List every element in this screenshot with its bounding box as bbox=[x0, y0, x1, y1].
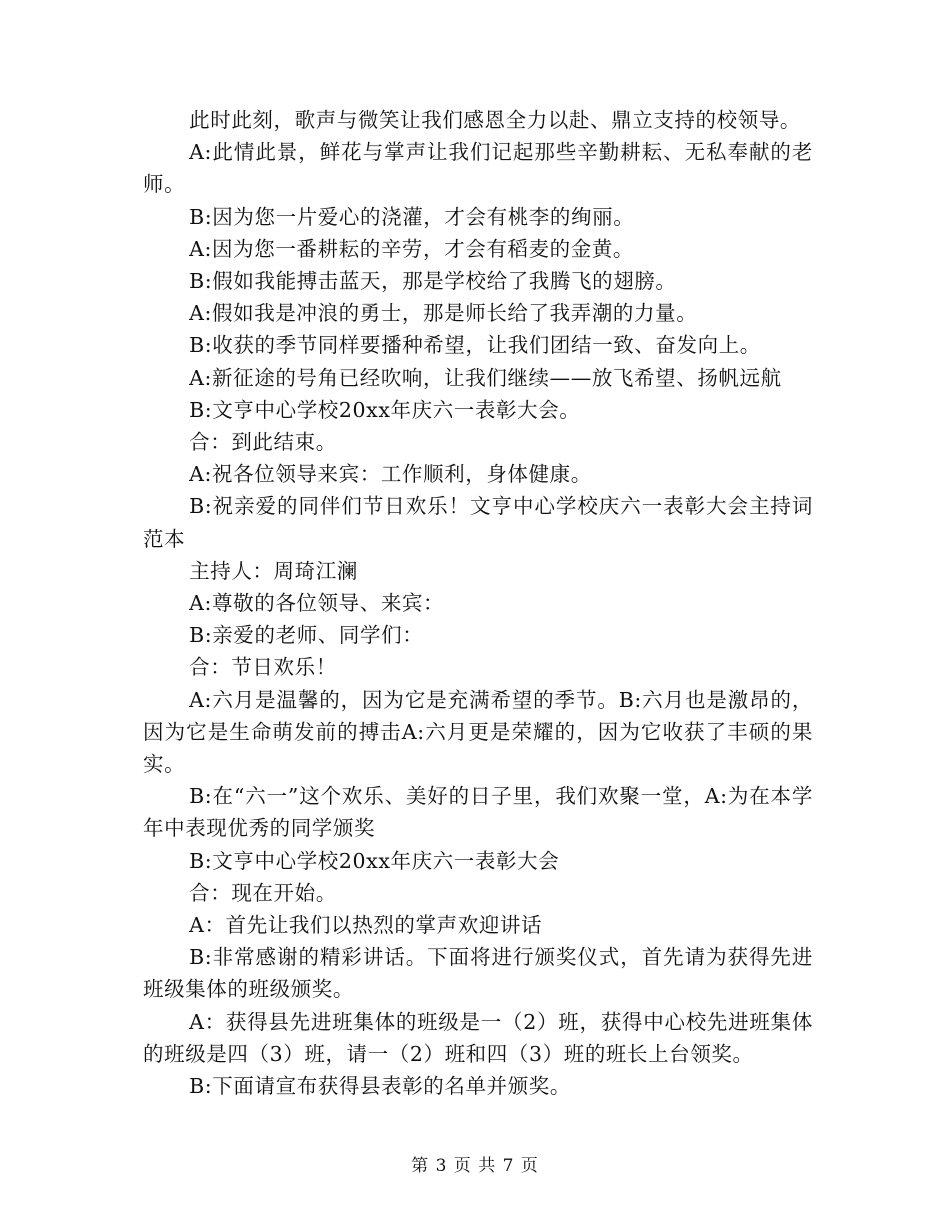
paragraph: B:假如我能搏击蓝天，那是学校给了我腾飞的翅膀。 bbox=[189, 269, 677, 294]
paragraph: 合：到此结束。 bbox=[189, 430, 337, 455]
paragraph: B:亲爱的老师、同学们： bbox=[189, 623, 424, 648]
paragraph: B:文亨中心学校20xx年庆六一表彰大会 bbox=[189, 848, 560, 873]
paragraph: B:在“六一”这个欢乐、美好的日子里，我们欢聚一堂，A:为在本学年中表现优秀的同学颁奖 bbox=[143, 784, 813, 841]
document-body bbox=[143, 104, 813, 1102]
paragraph: A：获得县先进班集体的班级是一（2）班，获得中心校先进班集体的班级是四（3）班，请一（2）班和四（3）班的班长上台领奖。 bbox=[143, 1009, 813, 1066]
paragraph: A:假如我是冲浪的勇士，那是师长给了我弄潮的力量。 bbox=[189, 301, 698, 326]
paragraph: A:尊敬的各位领导、来宾： bbox=[189, 591, 445, 616]
paragraph: B:祝亲爱的同伴们节日欢乐！文亨中心学校庆六一表彰大会主持词范本 bbox=[143, 494, 813, 551]
paragraph: 此时此刻，歌声与微笑让我们感恩全力以赴、鼎立支持的校领导。 bbox=[189, 108, 802, 132]
paragraph: 主持人：周琦江澜 bbox=[189, 558, 358, 583]
paragraph: 合：现在开始。 bbox=[189, 880, 337, 905]
paragraph: A:新征途的号角已经吹响，让我们继续——放飞希望、扬帆远航 bbox=[189, 365, 782, 390]
paragraph: B:因为您一片爱心的浇灌，才会有桃李的绚丽。 bbox=[189, 204, 635, 229]
paragraph: A:六月是温馨的，因为它是充满希望的季节。B:六月也是激昂的，因为它是生命萌发前的搏击A:六月更是荣耀的，因为它收获了丰硕的果实。 bbox=[143, 687, 813, 777]
paragraph: B:文亨中心学校20xx年庆六一表彰大会。 bbox=[189, 397, 581, 422]
paragraph: B:收获的季节同样要播种希望，让我们团结一致、奋发向上。 bbox=[189, 333, 761, 358]
paragraph: A:此情此景，鲜花与掌声让我们记起那些辛勤耕耘、无私奉献的老师。 bbox=[143, 140, 813, 197]
paragraph: B:非常感谢的精彩讲话。下面将进行颁奖仪式，首先请为获得先进班级集体的班级颁奖。 bbox=[143, 945, 813, 1002]
page-number-footer: 第 3 页 共 7 页 bbox=[411, 1156, 539, 1176]
paragraph: A：首先让我们以热烈的掌声欢迎讲话 bbox=[189, 913, 543, 938]
paragraph: A:祝各位领导来宾：工作顺利，身体健康。 bbox=[189, 462, 592, 487]
paragraph: 合：节日欢乐！ bbox=[189, 655, 337, 680]
paragraph: A:因为您一番耕耘的辛劳，才会有稻麦的金黄。 bbox=[189, 236, 635, 261]
paragraph: B:下面请宣布获得县表彰的名单并颁奖。 bbox=[189, 1074, 571, 1099]
